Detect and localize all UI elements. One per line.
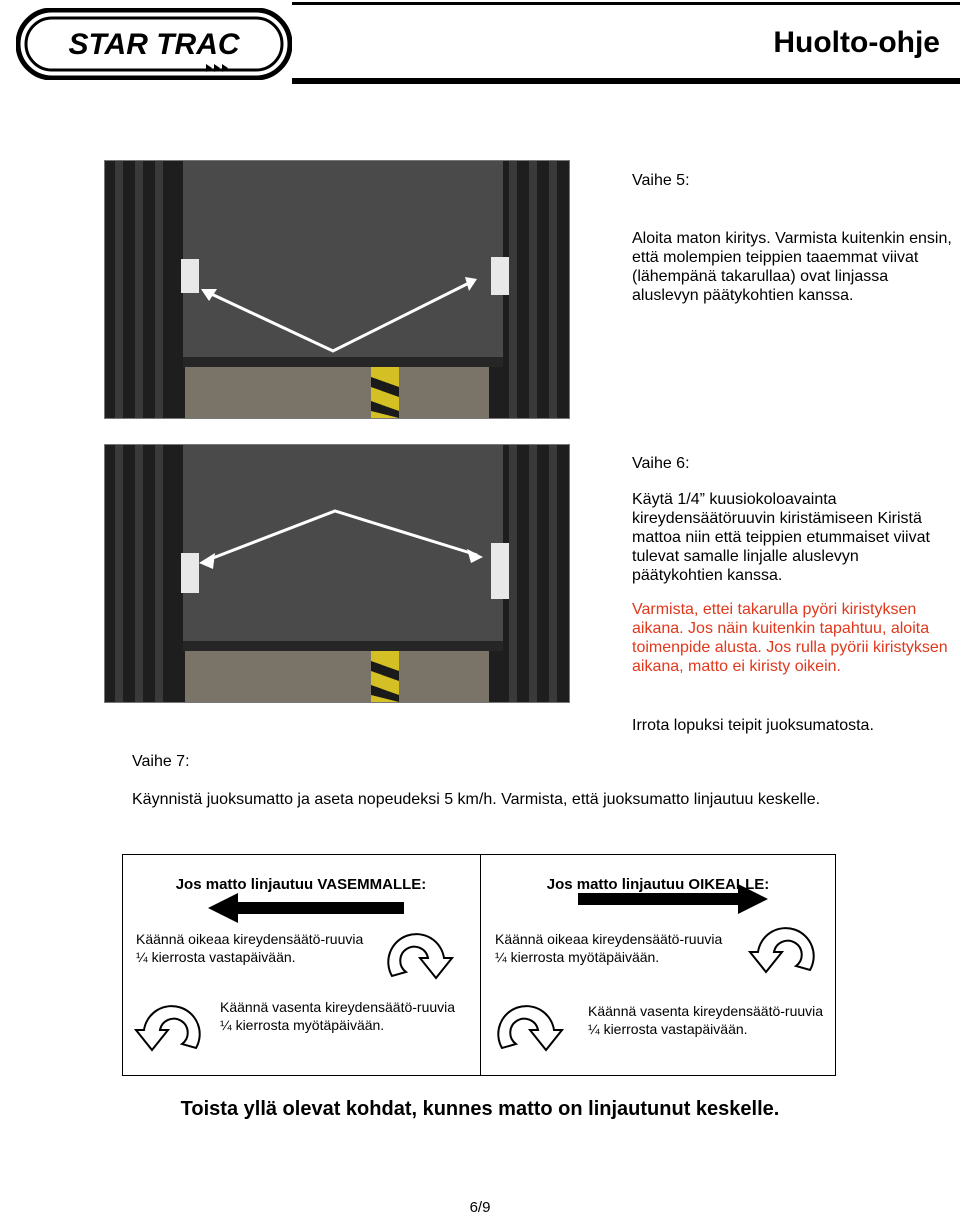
step5-body: Aloita maton kiritys. Varmista kuitenkin ensin, että molempien teippien taaemmat viivat (lähempänä takarullaa) ovat linjassa aluslevyn päätykohtien kanssa. xyxy=(632,230,952,304)
left-instruction-1: Käännä oikeaa kireydensäätö-ruuvia ¼ kierrosta vastapäivään. xyxy=(136,931,364,965)
step6-note: Irrota lopuksi teipit juoksumatosta. xyxy=(632,717,874,734)
logo-text: STAR TRAC xyxy=(68,28,240,61)
arrow-right-icon xyxy=(578,884,768,914)
treadmill-photo-step5 xyxy=(104,160,570,419)
right-instruction-2: Käännä vasenta kireydensäätö-ruuvia ¼ kierrosta vastapäivään. xyxy=(588,1003,824,1037)
arrow-left-icon xyxy=(208,893,404,923)
right-column-heading: Jos matto linjautuu OIKEALLE: xyxy=(546,876,770,893)
rotate-clockwise-icon xyxy=(748,912,818,976)
star-trac-logo xyxy=(16,8,292,80)
step6-title: Vaihe 6: xyxy=(632,455,690,472)
rotate-clockwise-icon xyxy=(134,990,204,1054)
step7-title: Vaihe 7: xyxy=(132,753,190,770)
step6-body: Käytä 1/4” kuusiokoloavainta kireydensäätöruuvin kiristämiseen Kiristä mattoa niin että teippien etummaiset viivat tulevat samalle linjalle aluslevyn päätykohtien kanssa. xyxy=(632,491,930,584)
rotate-counterclockwise-icon xyxy=(384,918,454,982)
step6-warning: Varmista, ettei takarulla pyöri kiristyksen aikana. Jos näin kuitenkin tapahtuu, aloita toimenpide alusta. Jos rulla pyörii kiristyksen aikana, matto ei kiristy oikein. xyxy=(632,601,948,675)
step7-body: Käynnistä juoksumatto ja aseta nopeudeksi 5 km/h. Varmista, että juoksumatto linjautuu keskelle. xyxy=(132,791,821,808)
header-top-rule xyxy=(292,2,960,5)
repeat-instruction: Toista yllä olevat kohdat, kunnes matto on linjautunut keskelle. xyxy=(180,1098,780,1120)
header-rule xyxy=(292,78,960,84)
right-instruction-1: Käännä oikeaa kireydensäätö-ruuvia ¼ kierrosta myötäpäivään. xyxy=(495,931,723,965)
rotate-counterclockwise-icon xyxy=(494,990,564,1054)
left-column-heading: Jos matto linjautuu VASEMMALLE: xyxy=(175,876,427,893)
page-number: 6/9 xyxy=(469,1199,491,1216)
treadmill-photo-step6 xyxy=(104,444,570,703)
page-title: Huolto-ohje xyxy=(773,26,940,59)
left-instruction-2: Käännä vasenta kireydensäätö-ruuvia ¼ kierrosta myötäpäivään. xyxy=(220,999,456,1033)
step5-title: Vaihe 5: xyxy=(632,172,690,189)
